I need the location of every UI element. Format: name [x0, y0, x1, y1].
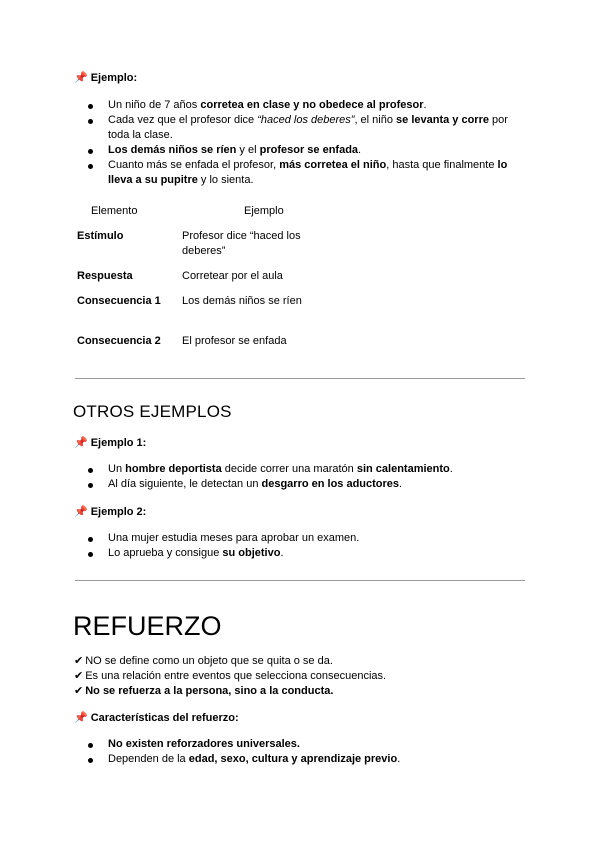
caracteristicas-list: [74, 737, 524, 767]
ejemplo-list: [74, 98, 524, 188]
table-row: Consecuencia 1 Los demás niños se ríen: [77, 295, 302, 307]
divider: [75, 378, 525, 379]
bullet-icon: [88, 164, 93, 169]
list-item: Un niño de 7 años corretea en clase y no obedece al profesor.: [74, 98, 524, 113]
bullet-icon: [88, 552, 93, 557]
ejemplo2-list: [74, 531, 524, 561]
bullet-icon: [88, 483, 93, 488]
list-item: Cada vez que el profesor dice “haced los deberes”, el niño se levanta y corre por toda la clase.: [74, 113, 524, 143]
list-item: Cuanto más se enfada el profesor, más corretea el niño, hasta que finalmente lo lleva a su pupitre y lo sienta.: [74, 158, 524, 188]
bullet-icon: [88, 468, 93, 473]
list-item: Lo aprueba y consigue su objetivo.: [74, 546, 524, 561]
ejemplo2-heading: 📌 Ejemplo 2:: [74, 506, 147, 518]
elements-table: [77, 204, 307, 364]
bullet-icon: [88, 743, 93, 748]
check-item: ✔ NO se define como un objeto que se quita o se da.: [74, 655, 333, 667]
list-item: Un hombre deportista decide correr una maratón sin calentamiento.: [74, 462, 524, 477]
list-item: Dependen de la edad, sexo, cultura y aprendizaje previo.: [74, 752, 524, 767]
table-row: Respuesta Corretear por el aula: [77, 270, 283, 282]
table-row: Consecuencia 2 El profesor se enfada: [77, 335, 287, 347]
bullet-icon: [88, 104, 93, 109]
check-icon: ✔: [74, 685, 84, 697]
list-item: Al día siguiente, le detectan un desgarro en los aductores.: [74, 477, 524, 492]
check-item: ✔ No se refuerza a la persona, sino a la conducta.: [74, 685, 334, 697]
section-title-refuerzo: REFUERZO: [73, 611, 222, 641]
check-item: ✔ Es una relación entre eventos que selecciona consecuencias.: [74, 670, 387, 682]
section-title-otros-ejemplos: OTROS EJEMPLOS: [73, 402, 232, 421]
ejemplo-heading: 📌 Ejemplo:: [74, 72, 138, 84]
table-row: Estímulo Profesor dice “haced los deberes”: [77, 230, 301, 257]
divider: [75, 580, 525, 581]
list-item: Los demás niños se ríen y el profesor se enfada.: [74, 143, 524, 158]
check-icon: ✔: [74, 670, 84, 682]
bullet-icon: [88, 537, 93, 542]
caracteristicas-heading: 📌 Características del refuerzo:: [74, 712, 239, 724]
list-item: Una mujer estudia meses para aprobar un examen.: [74, 531, 524, 546]
ejemplo1-list: [74, 462, 524, 492]
table-header-elemento: Elemento: [91, 205, 138, 217]
bullet-icon: [88, 758, 93, 763]
list-item: No existen reforzadores universales.: [74, 737, 524, 752]
pushpin-icon: 📌: [74, 72, 88, 84]
refuerzo-checklist: [74, 654, 524, 699]
pushpin-icon: 📌: [74, 437, 88, 449]
pushpin-icon: 📌: [74, 506, 88, 518]
bullet-icon: [88, 149, 93, 154]
check-icon: ✔: [74, 655, 84, 667]
bullet-icon: [88, 119, 93, 124]
ejemplo1-heading: 📌 Ejemplo 1:: [74, 437, 147, 449]
pushpin-icon: 📌: [74, 712, 88, 724]
table-header-ejemplo: Ejemplo: [244, 205, 284, 217]
